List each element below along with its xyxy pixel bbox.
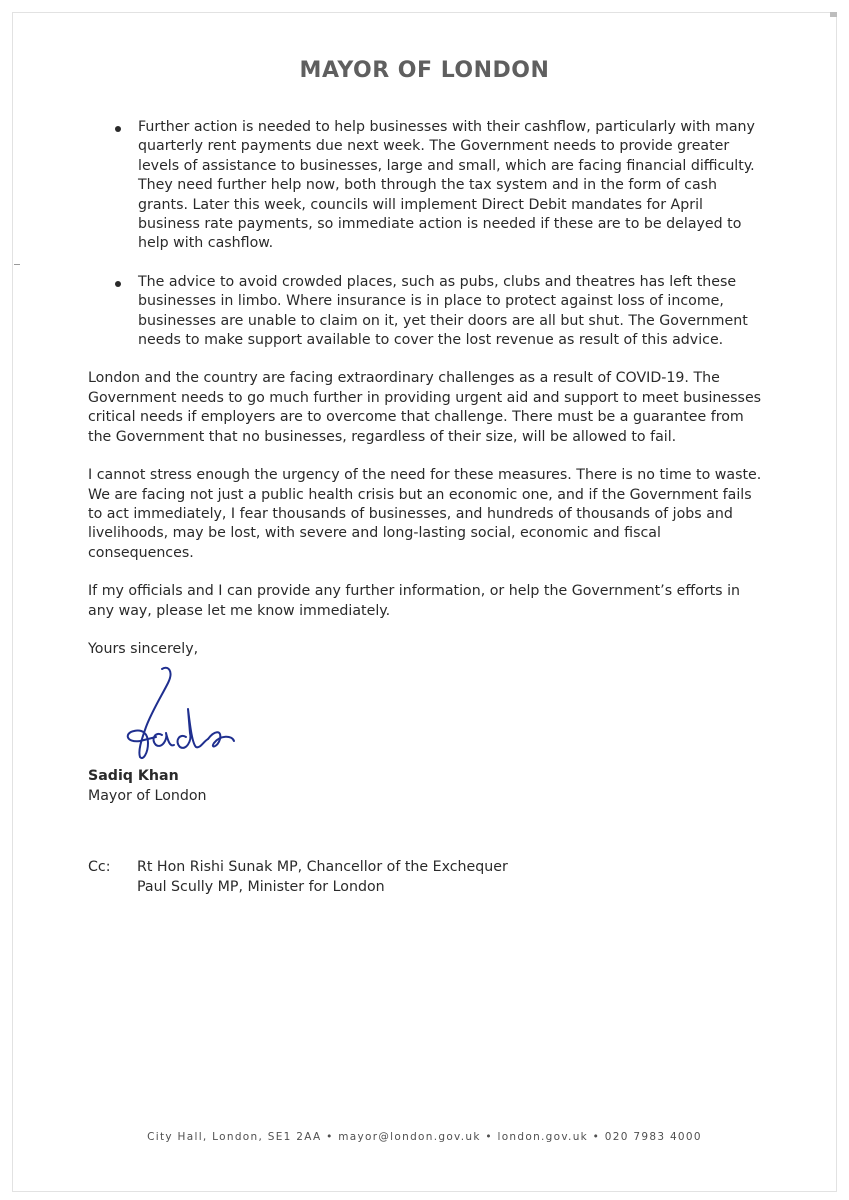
bullet-text: Further action is needed to help businesses with their cashflow, particularly with many quarterly rent payments due next week. The Government needs to provide greater levels of assistance to businesses, large and small, which are facing financial difficulty. They need further help now, both through the tax system and in the form of cash grants. Later this week, councils will implement Direct Debit mandates for April business rate payments, so immediate action is needed if these are to be delayed to help with cashflow. <box>138 119 755 252</box>
cc-recipient: Paul Scully MP, Minister for London <box>137 878 385 895</box>
bullet-item <box>88 118 768 254</box>
signatory-title: Mayor of London <box>88 787 207 804</box>
cc-recipients <box>137 858 768 897</box>
cc-recipient: Rt Hon Rishi Sunak MP, Chancellor of the Exchequer <box>137 859 508 876</box>
paragraph: London and the country are facing extraordinary challenges as a result of COVID-19. The Government needs to go much further in providing urgent aid and support to meet businesses critical needs if employers are to overcome that challenge. There must be a guarantee from the Government that no businesses, regardless of their size, will be allowed to fail. <box>88 370 762 445</box>
footer-contact: City Hall, London, SE1 2AA • mayor@london.gov.uk • london.gov.uk • 020 7983 4000 <box>147 1131 702 1143</box>
letterhead-title: MAYOR OF LONDON <box>299 58 550 83</box>
paragraph: I cannot stress enough the urgency of the need for these measures. There is no time to waste. We are facing not just a public health crisis but an economic one, and if the Government fails to act immediately, I fear thousands of businesses, and hundreds of thousands of jobs and livelihoods, may be lost, with severe and long-lasting social, economic and fiscal consequences. <box>88 467 762 561</box>
scan-corner-mark <box>830 12 837 17</box>
cc-block <box>88 858 768 897</box>
bullet-list <box>88 118 768 350</box>
paragraph: If my officials and I can provide any further information, or help the Government’s efforts in any way, please let me know immediately. <box>88 583 741 619</box>
signature-icon <box>110 663 260 763</box>
bullet-text: The advice to avoid crowded places, such as pubs, clubs and theatres has left these businesses in limbo. Where insurance is in place to protect against loss of income, businesses are unable to claim on it, yet their doors are all but shut. The Government needs to make support available to cover the lost revenue as result of this advice. <box>138 273 748 349</box>
scan-stray-mark <box>14 264 20 265</box>
cc-label: Cc: <box>88 859 111 876</box>
closing-salutation: Yours sincerely, <box>88 640 199 657</box>
bullet-item <box>88 273 768 351</box>
bullet-icon <box>115 126 121 132</box>
bullet-icon <box>115 281 121 287</box>
signatory-name: Sadiq Khan <box>88 768 179 785</box>
letter-body <box>88 118 768 897</box>
